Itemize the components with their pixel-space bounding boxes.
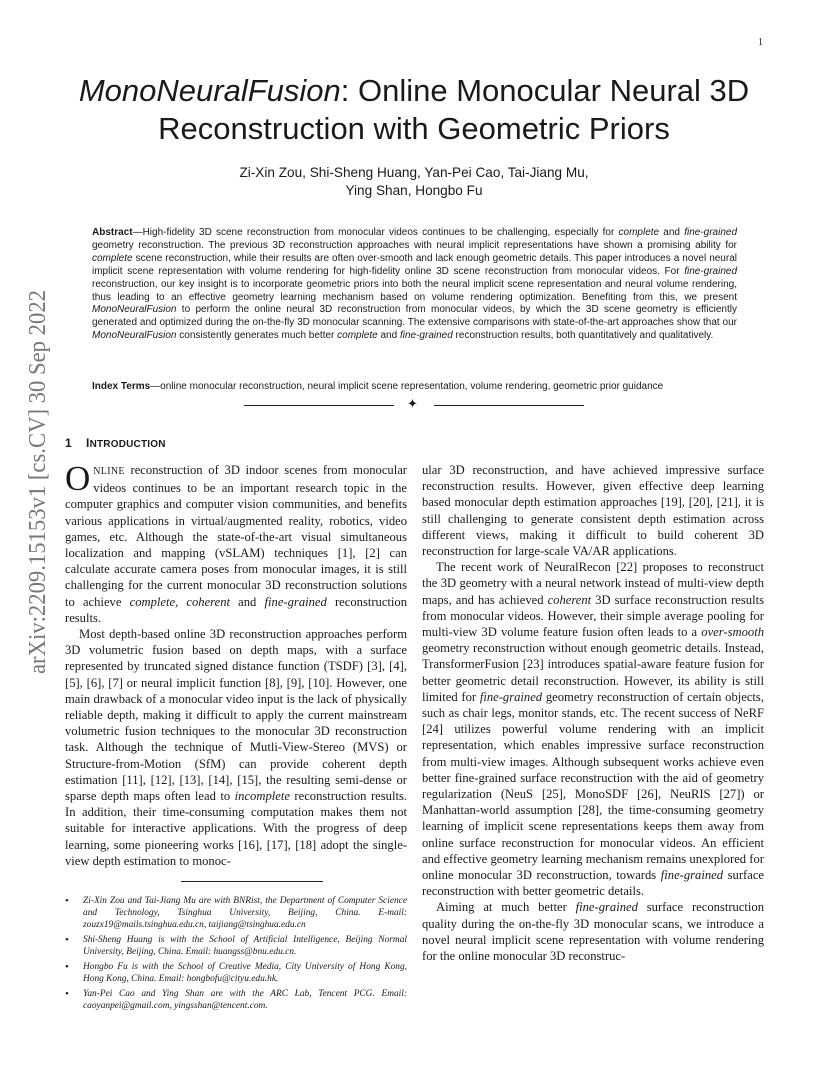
footnote-item: • Hongbo Fu is with the School of Creative Media, City University of Hong Kong, Hong Kong, China. Email: hongbofu@cityu.edu.hk. [65,961,407,985]
title-rest: : Online Monocular Neural 3D Reconstruction with Geometric Priors [158,73,750,146]
footnote-item: • Yan-Pei Cao and Ying Shan are with the ARC Lab, Tencent PCG. Email: caoyanpei@gmail.com, yingsshan@tencent.com. [65,988,407,1012]
paragraph: Most depth-based online 3D reconstruction approaches perform 3D volumetric fusion based on depth maps, with a surface represented by truncated signed distance function (TSDF) [3], [4], [5], [6], [7] or neural implicit function [8], [9], [10]. However, one main drawback of a monocular video input is the lack of physically reliable depth, making it difficult to apply the current mainstream volumetric fusion techniques to the monocular 3D reconstruction task. Although the technique of Mutli-View-Stereo (MVS) or Structure-from-Motion (SfM) can provide coherent depth estimation [11], [12], [13], [14], [15], the resulting semi-dense or sparse depth maps often lead to incomplete reconstruction results. In addition, their time-consuming computation makes them not suitable for interactive applications. With the progress of deep learning, some pioneering works [16], [17], [18] adopt the single-view depth estimation to monoc- [65,627,407,868]
abstract: Abstract—High-fidelity 3D scene reconstruction from monocular videos continues to be challenging, especially for complete and fine-grained geometry reconstruction. The previous 3D reconstruction approaches with neural implicit representations have shown a promising ability for complete scene reconstruction, while their results are often over-smooth and lack enough geometric details. This paper introduces a novel neural implicit scene representation with volume rendering for high-fidelity online 3D scene reconstruction from monocular videos. For fine-grained reconstruction, our key insight is to incorporate geometric priors into both the neural implicit scene representation and neural volume rendering, thus leading to an effective geometry learning mechanism based on volume rendering optimization. Benefiting from this, we present MonoNeuralFusion to perform the online neural 3D reconstruction from monocular videos, by which the 3D scene geometry is efficiently generated and optimized during the on-the-fly 3D monocular scanning. The extensive comparisons with state-of-the-art approaches show that our MonoNeuralFusion consistently generates much better complete and fine-grained reconstruction results, both quantitatively and qualitatively. [92,227,737,342]
section-title-initial: I [86,436,90,450]
drop-cap: O [65,459,91,498]
paragraph: ular 3D reconstruction, and have achieved impressive surface reconstruction results. However, given effective deep learning based monocular depth estimation approaches [19], [20], [21], it is still challenging to generate consistent depth estimation across different views, making it difficult to build coherent 3D reconstruction for large-scale VA/AR applications. [422,463,764,559]
index-terms [92,380,737,393]
author-list [60,164,768,200]
divider-line-left [244,405,394,406]
page-number: 1 [758,37,763,48]
paper-title [60,72,768,148]
smallcaps-lead: NLINE [93,466,125,477]
paragraph: The recent work of NeuralRecon [22] proposes to reconstruct the 3D geometry with a neural network instead of multi-view depth maps, and has achieved coherent 3D surface reconstruction results from monocular videos. However, their simple average pooling for multi-view 3D volume feature fusion often leads to a over-smooth geometry reconstruction without enough geometric details. Instead, TransformerFusion [23] introduces spatial-aware feature fusion for better geometric detail reconstruction. However, its ability is still limited for fine-grained geometry reconstruction of certain objects, such as chair legs, monitor stands, etc. The recent success of NeRF [24] utilizes powerful volume rendering with an implicit representation, which enables impressive surface reconstruction from multi-view images. Although subsequent works achieve even better fine-grained surface reconstruction with the aid of geometry regularization (NeuS [25], MonoSDF [26], NeuRIS [27]) or Manhattan-world assumption [28], the time-consuming geometry learning of implicit scene representations keeps them away from online surface reconstruction for monocular videos. An efficient and effective geometry learning mechanism remains unexplored for online monocular 3D reconstruction, towards fine-grained surface reconstruction with better geometric details. [422,560,764,899]
section-number: 1 [65,436,72,450]
footnote-item: • Shi-Sheng Huang is with the School of Artificial Intelligence, Beijing Normal University, Beijing, China. Email: huangss@bnu.edu.cn. [65,934,407,958]
index-terms-text: —online monocular reconstruction, neural implicit scene representation, volume rendering, geometric prior guidance [150,381,664,392]
right-column [422,462,764,964]
section-title-rest: NTRODUCTION [89,439,166,450]
abstract-label: Abstract [92,227,133,238]
index-terms-label: Index Terms [92,381,151,392]
author-line: Zi-Xin Zou, Shi-Sheng Huang, Yan-Pei Cao, Tai-Jiang Mu, [239,165,589,180]
arxiv-stamp-text: arXiv:2209.15153v1 [cs.CV] 30 Sep 2022 [24,288,51,674]
section-divider [244,398,584,412]
divider-star-icon: ✦ [407,396,418,411]
arxiv-stamp [18,288,54,678]
footnote-item: • Zi-Xin Zou and Tai-Jiang Mu are with BNRist, the Department of Computer Science and Technology, Tsinghua University, Beijing, China. E-mail: zouzx19@mails.tsinghua.edu.cn, taijiang@tsinghua.edu.cn [65,895,407,931]
title-method-name: MonoNeuralFusion [78,73,341,108]
left-column [65,459,408,869]
divider-line-right [434,405,584,406]
paragraph: Aiming at much better fine-grained surface reconstruction quality during the on-the-fly 3D monocular scans, we introduce a novel neural implicit scene representation with volume rendering for the online monocular 3D reconstruc- [422,900,764,964]
footnote-rule [181,881,323,882]
section-heading [65,436,166,450]
author-line: Ying Shan, Hongbo Fu [345,183,483,198]
footnotes [65,895,407,1015]
paragraph: ONLINE reconstruction of 3D indoor scenes from monocular videos continues to be an important research topic in the computer graphics and computer vision communities, and benefits various applications in virtual/augmented reality, robotics, video games, etc. Although the state-of-the-art visual simultaneous localization and mapping (vSLAM) techniques [1], [2] can calculate accurate camera poses from monocular images, it is still challenging for the current monocular 3D reconstruction solutions to achieve complete, coherent and fine-grained reconstruction results. [65,459,408,625]
